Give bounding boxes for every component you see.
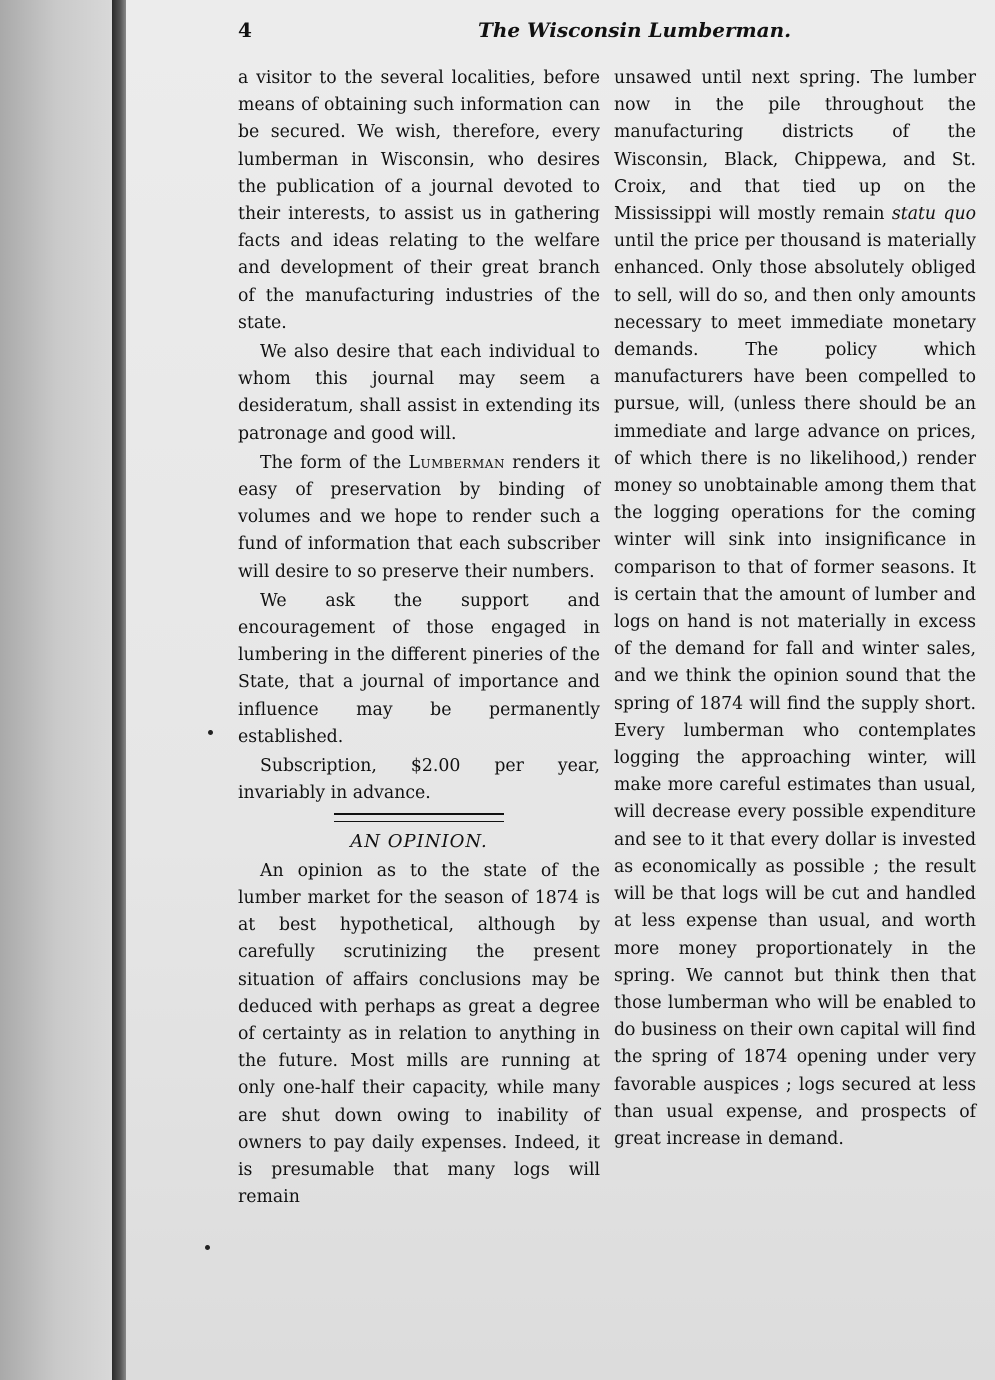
paragraph-text: until the price per thousand is materially enhanced. Only those absolutely obliged to sell, will do so, and then only amounts necessary to meet immediate monetary demands. The policy which manufacturers have been compelled to pursue, will, (unless there should be an immediate and large advance on prices, of which there is no likelihood,) render money so unobtainable among them that the logging operations for the coming winter will sink into insignificance in comparison to that of former seasons. It is certain that the amount of lumber and logs on hand is not materially in excess of the demand for fall and winter sales, and we think the opinion sound that the spring of 1874 will find the supply short. Every lumberman who contemplates logging the approaching winter, will make more careful estimates than usual, will decrease every possible expenditure and see to it that every dollar is invested as economically as possible ; the result will be that logs will be cut and handled at less expense than usual, and worth more money proportionately in the spring. We cannot but think then that those lumberman who will be enabled to do business on their own capital will find the spring of 1874 opening under very favorable auspices ; logs secured at less than usual expense, and prospects of great increase in demand. [614,231,976,1149]
latin-phrase: statu quo [891,204,977,225]
paragraph-text: The form of the [260,452,409,473]
section-divider [334,813,504,822]
paragraph: We also desire that each individual to whom this journal may seem a desideratum, shall assist in extending its patronage and good will. [238,342,600,444]
paragraph: An opinion as to the state of the lumber market for the season of 1874 is at best hypothetical, although by carefully scrutinizing the present situation of affairs conclusions may be deduced with perhaps as great a degree of certainty as in relation to anything in the future. Most mills are running at only one-half their capacity, while many are shut down owing to inability of owners to pay daily expenses. Indeed, it is presumable that many logs will remain [238,860,600,1208]
page-edge-shadow [112,0,126,1380]
page-header [238,18,978,48]
subscription-notice: Subscription, $2.00 per year, invariably in advance. [238,756,600,804]
paragraph-text: renders it easy of preservation by binding of volumes and we hope to render such a fund of information that each subscriber will desire to so preserve their numbers. [238,452,600,582]
paragraph [614,65,976,1153]
page-number: 4 [238,18,252,42]
running-title: The Wisconsin Lumberman. [478,18,792,42]
margin-mark [205,1245,210,1250]
paragraph: We ask the support and encouragement of those engaged in lumbering in the different pineries of the State, that a journal of importance and influence may be permanently established. [238,590,600,747]
right-column [614,65,976,1153]
journal-name-smallcaps: Lumberman [408,452,505,473]
paragraph [238,450,600,586]
margin-mark [208,730,213,735]
paragraph: a visitor to the several localities, before means of obtaining such information can be secured. We wish, therefore, every lumberman in Wisconsin, who desires the publication of a journal devoted to their interests, to assist us in gathering facts and ideas relating to the welfare and development of their great branch of the manufacturing industries of the state. [238,68,600,333]
paragraph-text: unsawed until next spring. The lumber now in the pile throughout the manufacturing districts of the Wisconsin, Black, Chippewa, and St. Croix, and that tied up on the Mississippi will mostly remain [614,68,976,225]
section-title: AN OPINION. [350,831,488,853]
left-column [238,65,600,1211]
